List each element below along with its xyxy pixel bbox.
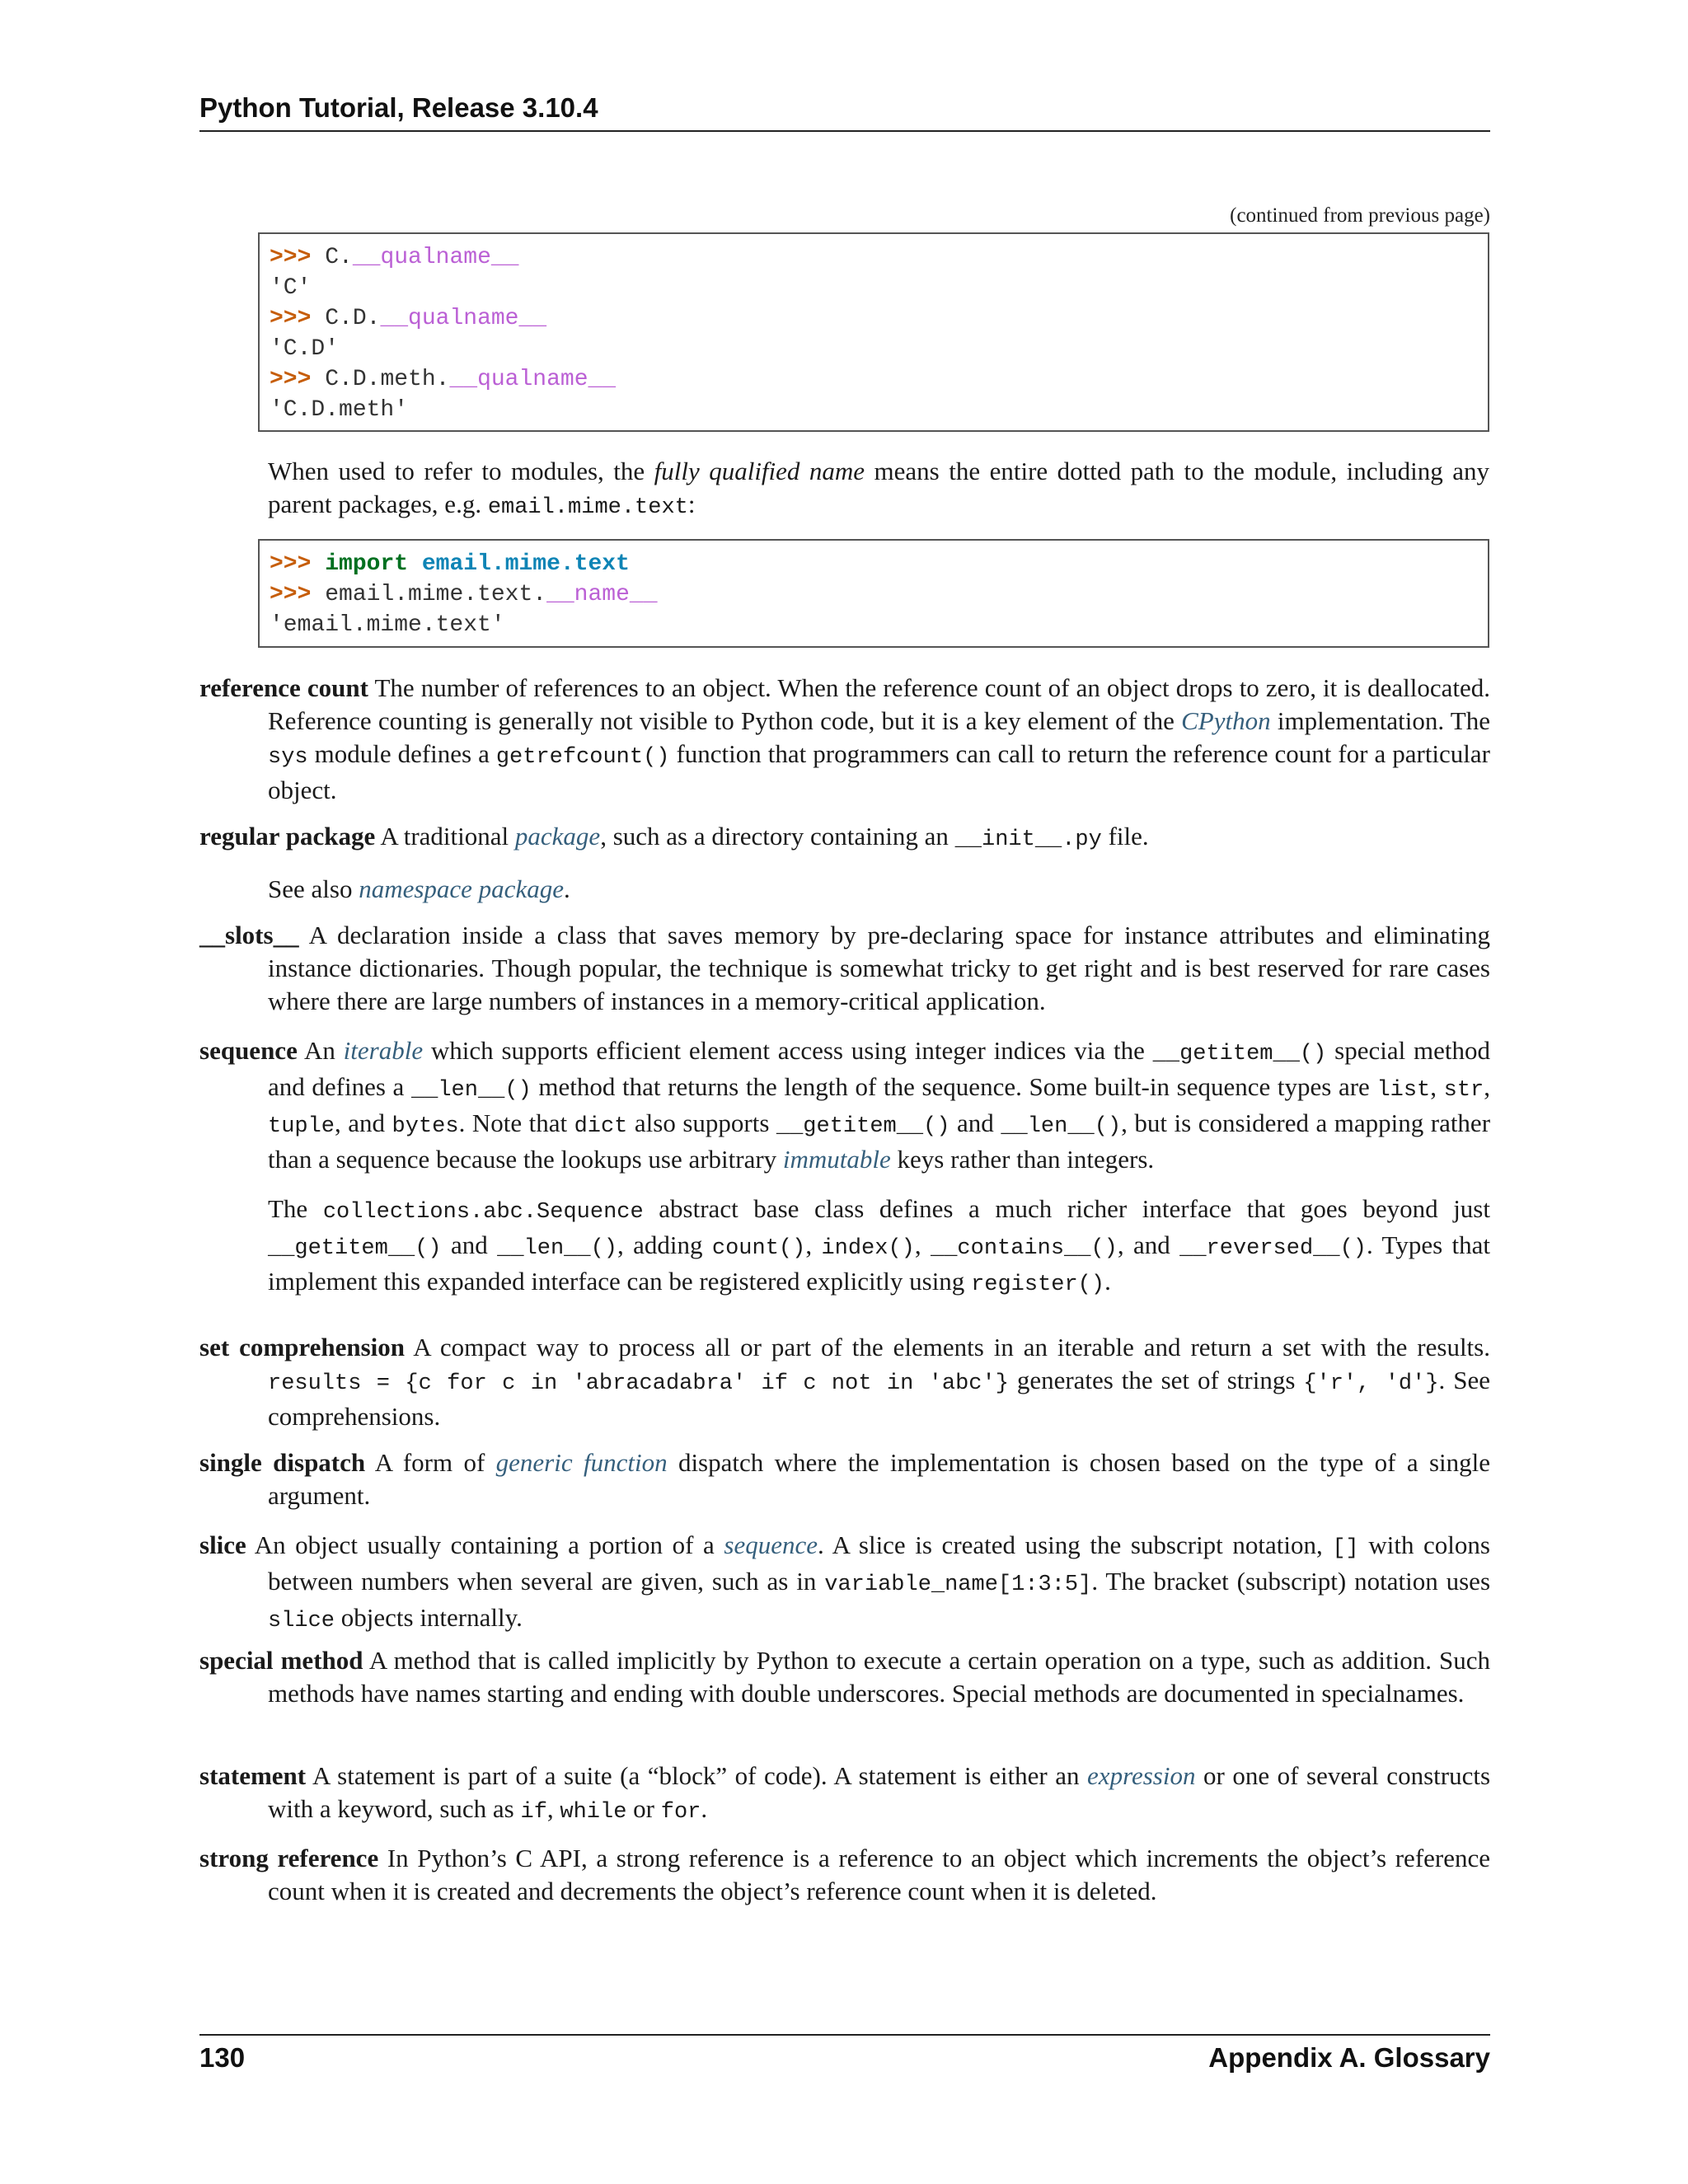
text: objects internally. bbox=[335, 1603, 523, 1632]
glossary-term: slice bbox=[199, 1530, 246, 1559]
inline-code: dict bbox=[574, 1114, 628, 1139]
text: special method and defines a bbox=[268, 1036, 1490, 1101]
text: , adding bbox=[617, 1230, 712, 1259]
text: or one of several constructs with a keyword, such as bbox=[268, 1761, 1491, 1823]
inline-code: email.mime.text bbox=[487, 495, 688, 520]
text: also supports bbox=[627, 1108, 776, 1137]
inline-code: __getitem__() bbox=[1152, 1042, 1327, 1066]
inline-code: __init__.py bbox=[954, 827, 1102, 852]
text: implementation. The bbox=[1270, 706, 1491, 735]
text: . bbox=[563, 874, 570, 903]
inline-code: collections.abc.Sequence bbox=[322, 1200, 644, 1225]
glossary-term: set comprehension bbox=[199, 1333, 406, 1361]
code-text: C.D.meth. bbox=[325, 367, 450, 392]
text: . bbox=[1104, 1267, 1111, 1296]
text: . Types that implement this expanded interface can be registered explicitly using bbox=[268, 1230, 1491, 1296]
modules-paragraph bbox=[268, 455, 1489, 524]
code-line bbox=[270, 242, 1478, 273]
inline-code: str bbox=[1443, 1078, 1484, 1103]
glossary-term: regular package bbox=[199, 822, 376, 851]
code-block-import bbox=[258, 539, 1489, 648]
inline-code: slice bbox=[268, 1609, 335, 1633]
code-module: email.mime.text bbox=[421, 551, 630, 577]
page-header-title: Python Tutorial, Release 3.10.4 bbox=[199, 92, 598, 123]
glossary-term: reference count bbox=[199, 673, 368, 702]
glossary-entry-single-dispatch bbox=[199, 1446, 1490, 1512]
code-prompt: >>> bbox=[270, 582, 312, 607]
text: : bbox=[687, 490, 696, 518]
code-output: 'C' bbox=[270, 275, 312, 301]
glossary-entry-strong-reference bbox=[199, 1842, 1490, 1908]
text: , and bbox=[335, 1108, 392, 1137]
text: and bbox=[950, 1108, 1001, 1137]
footer-rule bbox=[199, 2034, 1490, 2036]
glossary-link-generic-function[interactable]: generic function bbox=[495, 1448, 668, 1477]
text: file. bbox=[1101, 822, 1149, 851]
glossary-entry-slice bbox=[199, 1529, 1490, 1638]
glossary-link-iterable[interactable]: iterable bbox=[343, 1036, 424, 1065]
inline-code: getrefcount() bbox=[495, 745, 670, 770]
text: In Python’s C API, a strong reference is a reference to an object which increments the object’s reference count when it is created and decrements the object’s reference count when it is deleted. bbox=[268, 1844, 1490, 1905]
glossary-link-package[interactable]: package bbox=[514, 822, 601, 851]
text: A traditional bbox=[380, 822, 515, 851]
text: A declaration inside a class that saves memory by pre-declaring space for instance attributes and eliminating instance dictionaries. Though popular, the technique is somewhat tricky to get right and is best reserved for rare cases where there are large numbers of instances in a memory-critical application. bbox=[268, 921, 1491, 1015]
glossary-term: strong reference bbox=[199, 1844, 379, 1872]
text: When used to refer to modules, the bbox=[268, 457, 654, 485]
text: . See comprehensions. bbox=[268, 1366, 1490, 1431]
text: . bbox=[701, 1794, 708, 1823]
code-output: 'C.D' bbox=[270, 336, 340, 362]
inline-code: __contains__() bbox=[931, 1236, 1118, 1261]
text: keys rather than integers. bbox=[890, 1145, 1155, 1174]
inline-code: list bbox=[1376, 1078, 1431, 1103]
glossary-link-namespace-package[interactable]: namespace package bbox=[359, 874, 564, 903]
inline-code: register() bbox=[971, 1272, 1105, 1297]
text: abstract base class defines a much richer interface that goes beyond just bbox=[643, 1194, 1490, 1223]
text: , bbox=[914, 1230, 931, 1259]
glossary-entry-set-comprehension bbox=[199, 1331, 1490, 1433]
inline-code: results = {c for c in 'abracadabra' if c not in 'abc'} bbox=[268, 1371, 1009, 1396]
code-prompt: >>> bbox=[270, 306, 312, 331]
inline-code: sys bbox=[268, 745, 308, 770]
code-line bbox=[270, 303, 1478, 334]
text: A method that is called implicitly by Python to execute a certain operation on a type, such as addition. Such methods have names starting and ending with double underscores. Special methods are documented in specialnames. bbox=[268, 1646, 1490, 1708]
text: , bbox=[546, 1794, 560, 1823]
code-dunder: __qualname__ bbox=[352, 245, 519, 270]
code-text: C.D. bbox=[325, 306, 381, 331]
code-text: email.mime.text. bbox=[325, 582, 547, 607]
text: . Note that bbox=[458, 1108, 574, 1137]
inline-code: __len__() bbox=[1001, 1114, 1122, 1139]
glossary-entry-regular-package bbox=[199, 820, 1490, 906]
text: The bbox=[268, 1194, 323, 1223]
text: An object usually containing a portion of a bbox=[254, 1530, 724, 1559]
inline-code: while bbox=[560, 1800, 627, 1825]
inline-code: if bbox=[520, 1800, 547, 1825]
code-dunder: __qualname__ bbox=[380, 306, 547, 331]
code-dunder: __name__ bbox=[546, 582, 658, 607]
inline-code: __reversed__() bbox=[1179, 1236, 1367, 1261]
text: method that returns the length of the sequence. Some built-in sequence types are bbox=[531, 1072, 1377, 1101]
text: , but is considered a mapping rather than a sequence because the lookups use arbitrary bbox=[268, 1108, 1491, 1174]
inline-code: __len__() bbox=[410, 1078, 532, 1103]
code-prompt: >>> bbox=[270, 551, 312, 577]
emphasis: fully qualified name bbox=[654, 457, 865, 485]
inline-code: {'r', 'd'} bbox=[1303, 1371, 1439, 1396]
text: An bbox=[303, 1036, 344, 1065]
code-line bbox=[270, 579, 1478, 610]
header-rule bbox=[199, 130, 1490, 132]
code-dunder: __qualname__ bbox=[449, 367, 617, 392]
inline-code: [] bbox=[1332, 1536, 1359, 1561]
text: The number of references to an object. When the reference count of an object drops to zero, it is deallocated. Reference counting is generally not visible to Python code, but it is a key element of the bbox=[268, 673, 1490, 735]
code-line bbox=[270, 549, 1478, 579]
text: , bbox=[1484, 1072, 1490, 1101]
text: , and bbox=[1117, 1230, 1180, 1259]
glossary-entry-sequence bbox=[199, 1034, 1490, 1301]
text: . The bracket (subscript) notation uses bbox=[1091, 1567, 1491, 1596]
glossary-term: statement bbox=[199, 1761, 307, 1790]
text: generates the set of strings bbox=[1008, 1366, 1304, 1394]
inline-code: __len__() bbox=[497, 1236, 617, 1261]
page-number: 130 bbox=[199, 2042, 246, 2073]
inline-code: __getitem__() bbox=[776, 1114, 950, 1139]
text: with colons between numbers when several are given, such as in bbox=[268, 1530, 1490, 1596]
glossary-entry-special-method bbox=[199, 1644, 1490, 1710]
inline-code: __getitem__() bbox=[268, 1236, 442, 1261]
inline-code: for bbox=[660, 1800, 701, 1825]
continued-note: (continued from previous page) bbox=[1230, 204, 1490, 227]
text: function that programmers can call to return the reference count for a particular object. bbox=[268, 739, 1490, 804]
text: , such as a directory containing an bbox=[600, 822, 955, 851]
text: and bbox=[441, 1230, 498, 1259]
glossary-entry-reference-count bbox=[199, 672, 1490, 807]
glossary-term: special method bbox=[199, 1646, 363, 1675]
text: means the entire dotted path to the module, including any parent packages, e.g. bbox=[268, 457, 1489, 518]
code-line bbox=[270, 364, 1478, 395]
text: dispatch where the implementation is chosen based on the type of a single argument. bbox=[268, 1448, 1490, 1510]
inline-code: count() bbox=[711, 1236, 806, 1261]
glossary-link-cpython[interactable]: CPython bbox=[1181, 706, 1271, 735]
glossary-entry-slots bbox=[199, 919, 1490, 1018]
glossary-term: single dispatch bbox=[199, 1448, 366, 1477]
text: which supports efficient element access using integer indices via the bbox=[423, 1036, 1153, 1065]
text: , bbox=[805, 1230, 822, 1259]
text: . A slice is created using the subscript notation, bbox=[817, 1530, 1333, 1559]
text: A form of bbox=[374, 1448, 496, 1477]
chapter-title: Appendix A. Glossary bbox=[1208, 2042, 1490, 2073]
glossary-term: sequence bbox=[199, 1036, 298, 1065]
inline-code: variable_name[1:3:5] bbox=[824, 1572, 1092, 1597]
glossary-entry-statement bbox=[199, 1760, 1490, 1829]
code-output: 'C.D.meth' bbox=[270, 397, 409, 423]
text: , bbox=[1430, 1072, 1444, 1101]
code-prompt: >>> bbox=[270, 245, 312, 270]
inline-code: bytes bbox=[392, 1114, 459, 1139]
code-text: C. bbox=[325, 245, 353, 270]
code-output: 'email.mime.text' bbox=[270, 612, 505, 638]
text: module defines a bbox=[307, 739, 496, 768]
code-keyword: import bbox=[325, 551, 409, 577]
inline-code: index() bbox=[821, 1236, 915, 1261]
glossary-link-expression[interactable]: expression bbox=[1087, 1761, 1196, 1790]
glossary-link-immutable[interactable]: immutable bbox=[782, 1145, 891, 1174]
code-block-qualname bbox=[258, 232, 1489, 432]
glossary-term: __slots__ bbox=[199, 921, 299, 949]
text: A statement is part of a suite (a “block” of code). A statement is either an bbox=[312, 1761, 1088, 1790]
code-prompt: >>> bbox=[270, 367, 312, 392]
glossary-link-sequence[interactable]: sequence bbox=[724, 1530, 818, 1559]
text: A compact way to process all or part of the elements in an iterable and return a set with the results. bbox=[413, 1333, 1490, 1361]
text: See also bbox=[268, 874, 359, 903]
text: or bbox=[626, 1794, 661, 1823]
inline-code: tuple bbox=[268, 1114, 335, 1139]
